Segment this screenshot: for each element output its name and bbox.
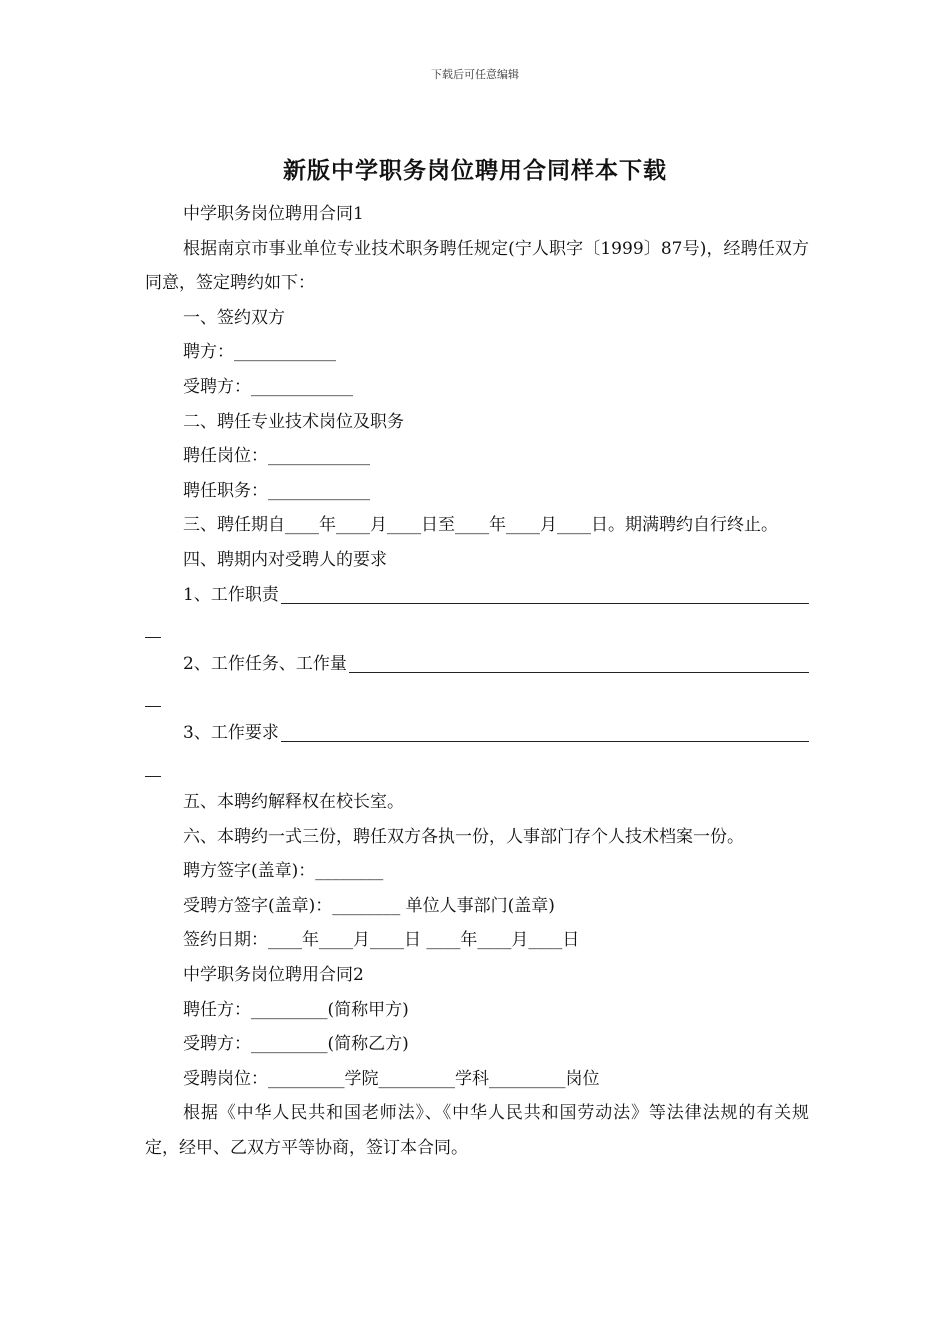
- contract-2-heading: 中学职务岗位聘用合同2: [183, 965, 364, 986]
- workload-label: 2、工作任务、工作量: [183, 653, 347, 674]
- workload-line: [145, 647, 809, 682]
- requirement-label: 3、工作要求: [183, 722, 279, 743]
- intro-paragraph: 根据南京市事业单位专业技术职务聘任规定(宁人职字〔1999〕87号)，经聘任双方同意，签定聘约如下：: [145, 238, 809, 294]
- page-header: 下载后可任意编辑: [431, 68, 519, 81]
- term-paragraph: 三、聘任期自____年____月____日至____年____月____日。期满聘约自行终止。: [183, 515, 778, 536]
- employer-signature: 聘方签字(盖章)：________: [183, 861, 384, 882]
- party-b-field: 受聘方：_________(简称乙方): [183, 1034, 409, 1055]
- document-body: [145, 197, 809, 1166]
- workload-continuation: [145, 681, 809, 716]
- section-6-line: 六、本聘约一式三份，聘任双方各执一份，人事部门存个人技术档案一份。: [183, 826, 744, 847]
- requirement-blank: [281, 716, 809, 742]
- document-title: 新版中学职务岗位聘用合同样本下载: [283, 157, 667, 184]
- employee-field: 受聘方：____________: [183, 376, 353, 397]
- employee-signature: 受聘方签字(盖章)：________ 单位人事部门(盖章): [183, 895, 555, 916]
- responsibility-continuation: [145, 612, 809, 647]
- position-field: 聘任岗位：____________: [183, 446, 370, 467]
- section-5-line: 五、本聘约解释权在校长室。: [183, 792, 404, 813]
- contract-1-heading: 中学职务岗位聘用合同1: [183, 204, 364, 224]
- workload-blank: [349, 647, 809, 673]
- section-2-heading: 二、聘任专业技术岗位及职务: [183, 411, 404, 432]
- responsibility-label: 1、工作职责: [183, 584, 279, 605]
- employer-field: 聘方：____________: [183, 342, 336, 363]
- signing-date: 签约日期：____年____月____日 ____年____月____日: [183, 930, 580, 951]
- duty-field: 聘任职务：____________: [183, 480, 370, 501]
- responsibility-line: [145, 578, 809, 613]
- section-4-heading: 四、聘期内对受聘人的要求: [183, 549, 387, 570]
- legal-basis-paragraph: 根据《中华人民共和国老师法》、《中华人民共和国劳动法》等法律法规的有关规定，经甲、乙双方平等协商，签订本合同。: [145, 1103, 809, 1159]
- requirement-line: [145, 716, 809, 751]
- requirement-continuation: [145, 751, 809, 786]
- section-1-heading: 一、签约双方: [183, 307, 285, 328]
- responsibility-blank: [281, 578, 809, 604]
- party-a-field: 聘任方：_________(简称甲方): [183, 999, 409, 1020]
- hired-position-field: 受聘岗位：_________学院_________学科_________岗位: [183, 1068, 600, 1089]
